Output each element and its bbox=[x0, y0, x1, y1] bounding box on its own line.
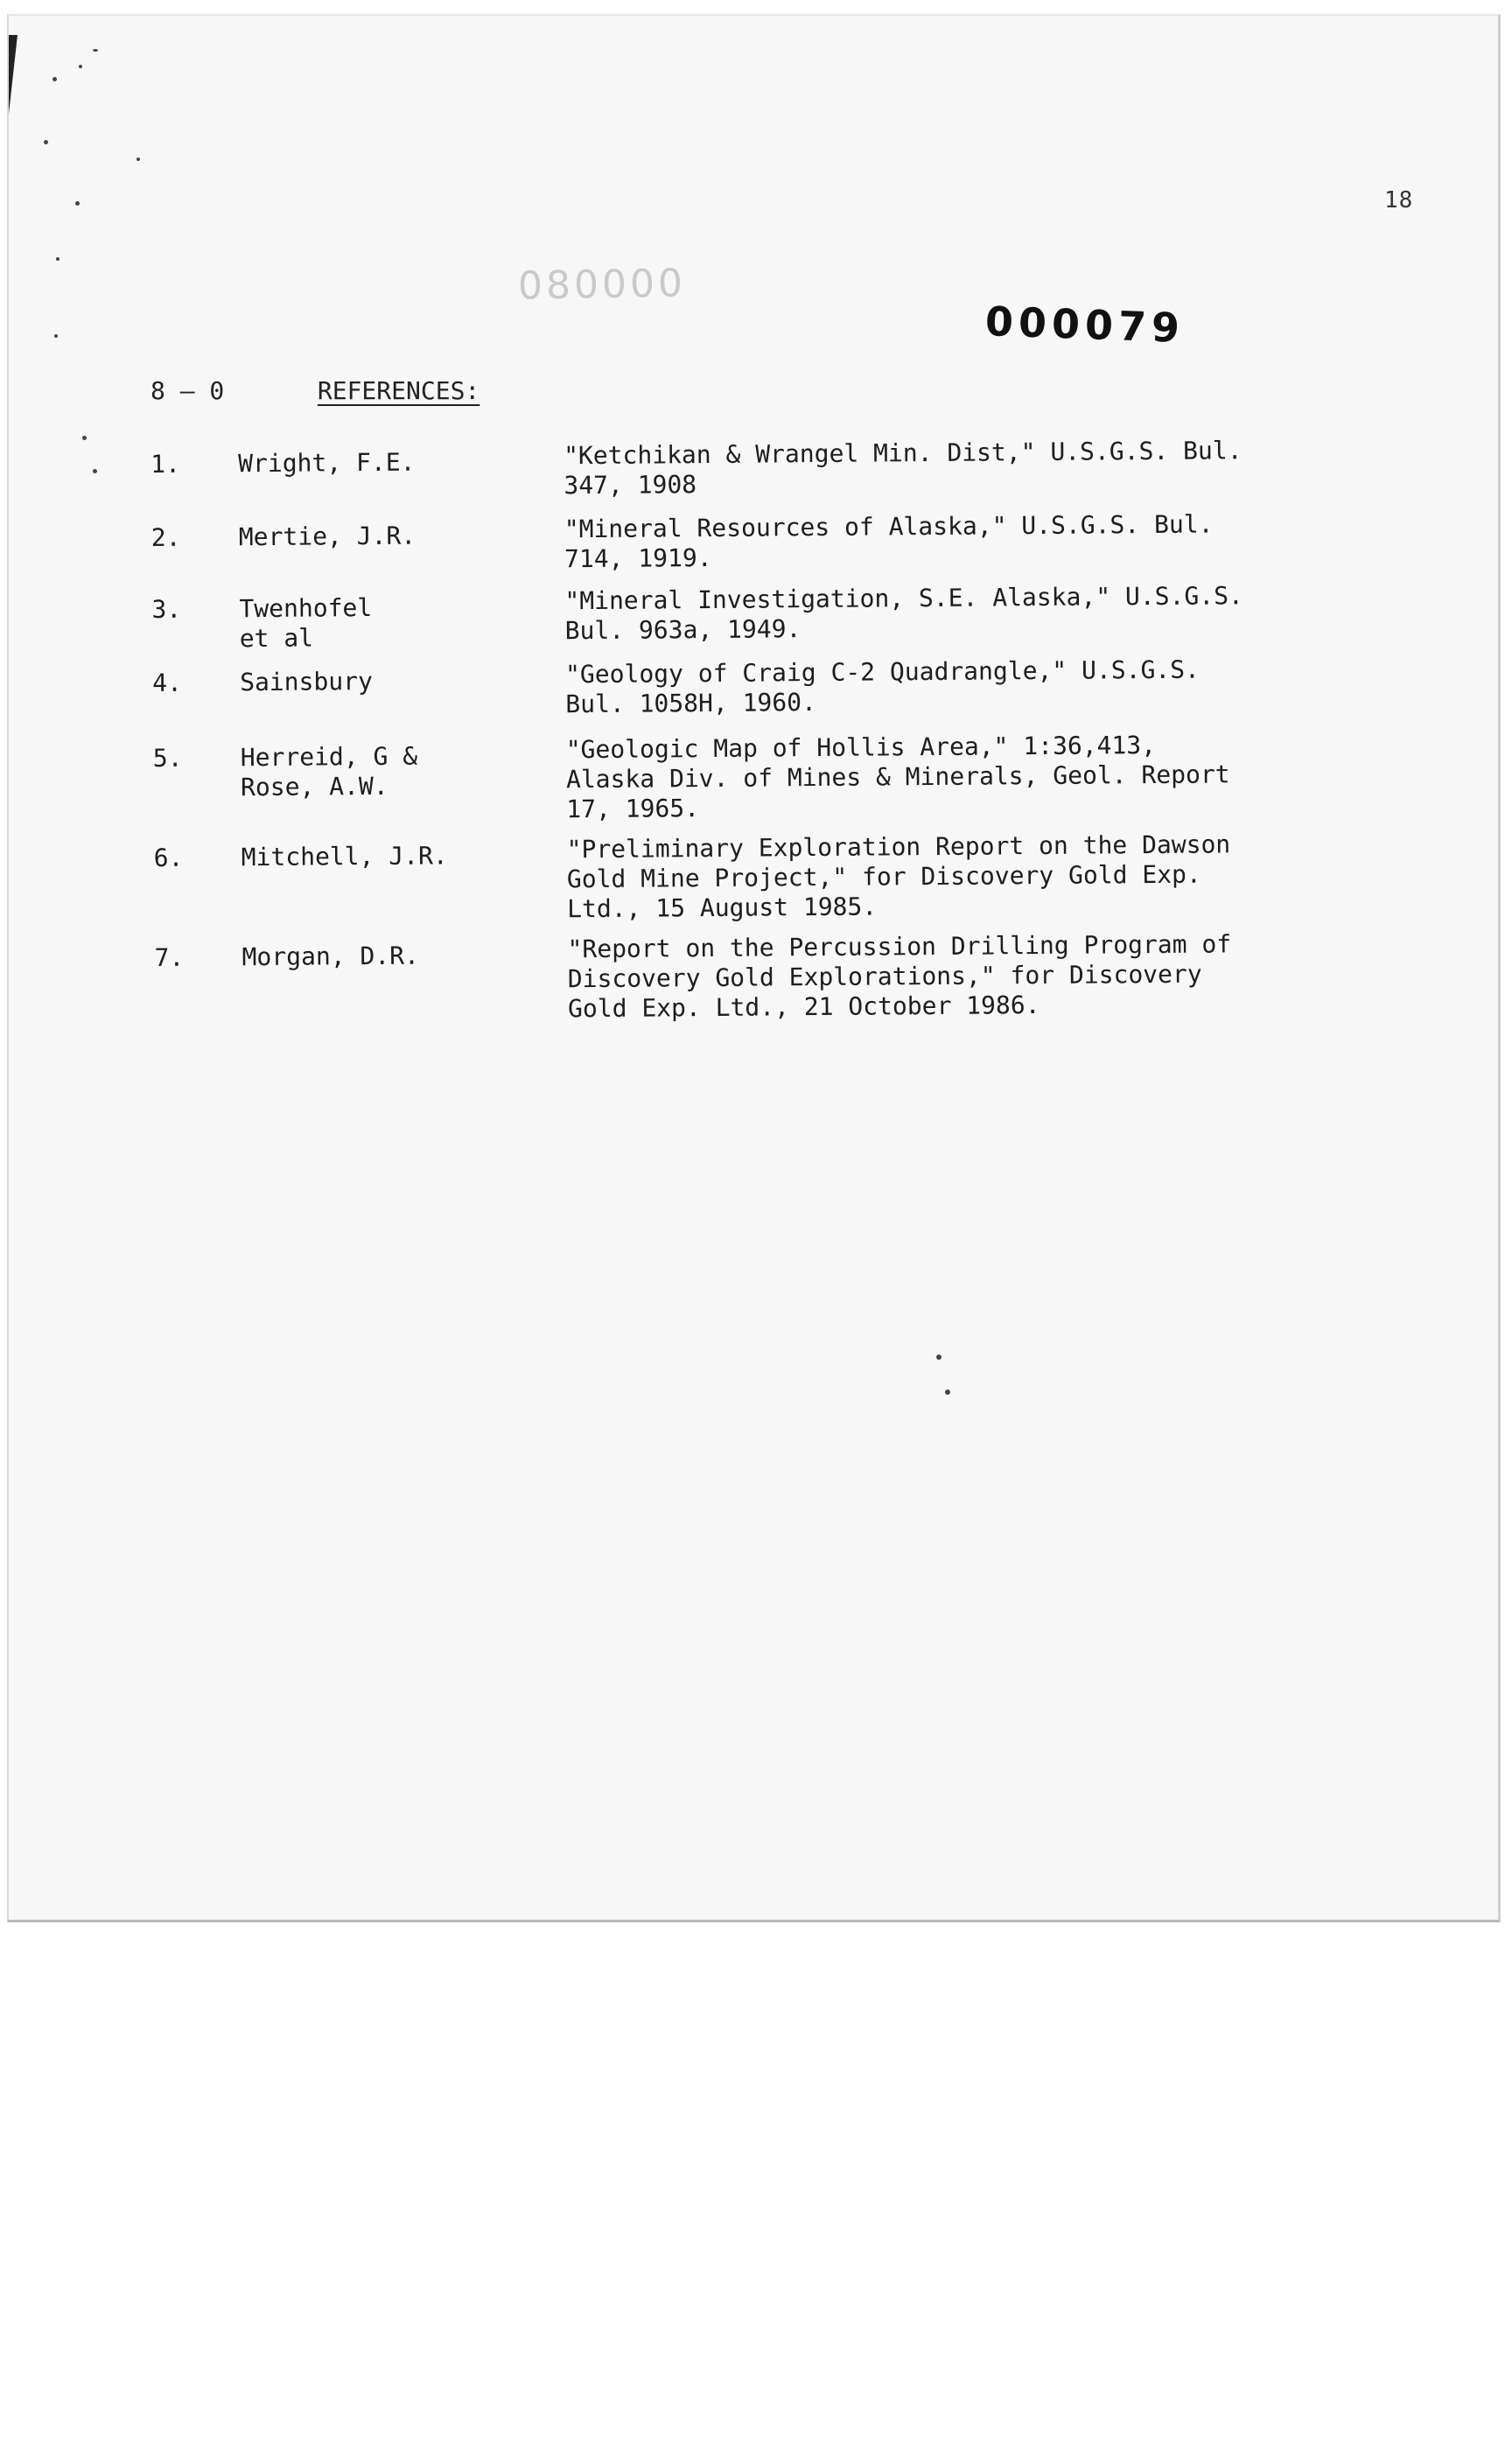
reference-number: 5. bbox=[152, 743, 183, 773]
reference-citation: "Geology of Craig C-2 Quadrangle," U.S.G.S. Bul. 1058H, 1960. bbox=[564, 654, 1200, 719]
page-number: 18 bbox=[1384, 187, 1414, 214]
scan-speck bbox=[75, 201, 80, 206]
section-title: REFERENCES: bbox=[317, 376, 480, 405]
section-number: 8 – 0 bbox=[150, 376, 225, 405]
document-stamp-number: 000079 bbox=[984, 298, 1186, 352]
scan-speck bbox=[945, 1390, 950, 1395]
reference-author: Mertie, J.R. bbox=[238, 521, 416, 552]
scan-speck bbox=[54, 334, 58, 338]
scan-speck bbox=[79, 65, 82, 68]
reference-number: 7. bbox=[154, 942, 185, 972]
reference-author: Morgan, D.R. bbox=[242, 941, 420, 972]
reference-number: 6. bbox=[153, 843, 184, 872]
reference-author: Wright, F.E. bbox=[238, 447, 416, 479]
reference-citation: "Mineral Investigation, S.E. Alaska," U.S.G.S. Bul. 963a, 1949. bbox=[564, 581, 1243, 646]
reference-author: Sainsbury bbox=[240, 667, 373, 697]
reference-number: 2. bbox=[150, 522, 181, 552]
scan-speck bbox=[93, 469, 97, 473]
reference-author: Twenhofel et al bbox=[239, 593, 373, 654]
reference-author: Herreid, G & Rose, A.W. bbox=[240, 741, 418, 802]
reference-number: 4. bbox=[152, 668, 182, 697]
reference-citation: "Ketchikan & Wrangel Min. Dist," U.S.G.S. Bul. 347, 1908 bbox=[563, 436, 1242, 500]
scan-speck bbox=[52, 77, 57, 81]
scan-speck bbox=[936, 1354, 942, 1360]
reference-number: 1. bbox=[150, 449, 181, 479]
section-heading bbox=[150, 376, 480, 405]
scan-speck bbox=[136, 158, 140, 161]
reference-citation: "Mineral Resources of Alaska," U.S.G.S. Bul. 714, 1919. bbox=[564, 509, 1214, 574]
scan-corner-mark bbox=[9, 35, 18, 114]
scan-speck bbox=[93, 49, 98, 52]
reference-citation: "Geologic Map of Hollis Area," 1:36,413, Alaska Div. of Mines & Minerals, Geol. Report 17, 1965. bbox=[565, 730, 1230, 824]
faint-stamp-number: 080000 bbox=[517, 261, 687, 309]
scan-speck bbox=[44, 140, 48, 144]
reference-number: 3. bbox=[151, 594, 182, 624]
reference-author: Mitchell, J.R. bbox=[241, 841, 448, 872]
reference-citation: "Report on the Percussion Drilling Program of Discovery Gold Explorations," for Discovery Gold Exp. Ltd., 21 October 1986. bbox=[567, 929, 1232, 1024]
scan-speck bbox=[56, 257, 60, 261]
reference-citation: "Preliminary Exploration Report on the Dawson Gold Mine Project," for Discovery Gold Exp. Ltd., 15 August 1985. bbox=[566, 830, 1231, 924]
scan-speck bbox=[82, 436, 87, 440]
